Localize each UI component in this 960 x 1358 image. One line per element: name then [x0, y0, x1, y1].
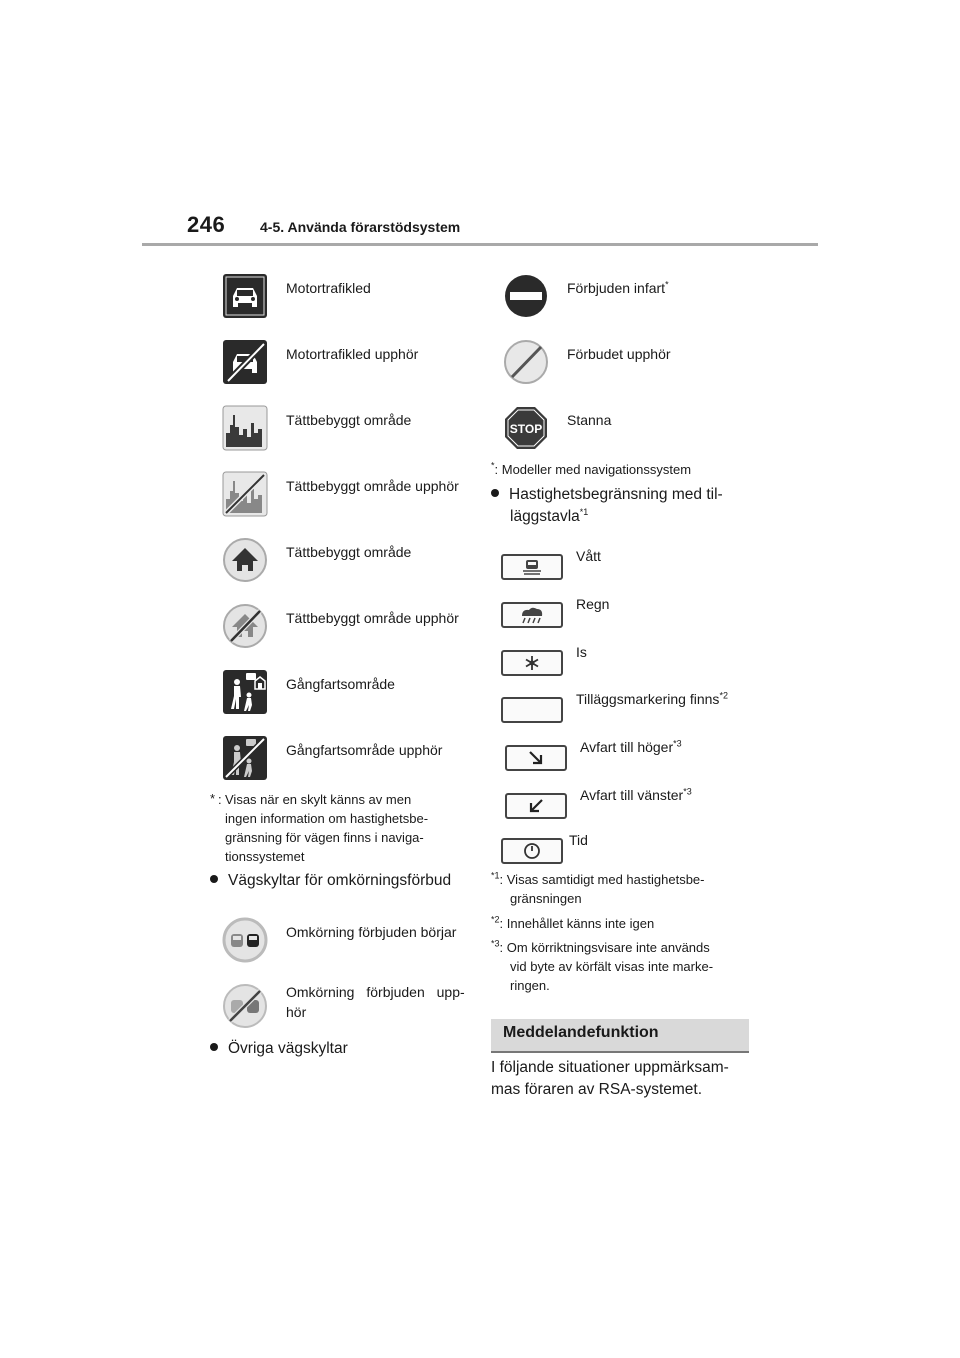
meddelande-heading: Meddelandefunktion	[503, 1024, 659, 1041]
footnote-marker: *	[210, 791, 216, 806]
rain-icon	[501, 602, 563, 628]
header-divider	[142, 243, 818, 246]
clock-icon	[501, 838, 563, 864]
plate-label: Tid	[569, 832, 588, 848]
overtaking-heading-text: Vägskyltar för omkörningsförbud	[228, 872, 452, 889]
sign-label: Tättbebyggt område	[286, 544, 412, 560]
motorway-end-icon	[222, 339, 268, 385]
page-number: 246	[187, 212, 226, 237]
no-entry-icon	[503, 273, 549, 319]
meddelande-line: mas föraren av RSA-systemet.	[491, 1081, 703, 1098]
sign-label: Omkörning förbjuden börjar	[286, 924, 457, 940]
speed-limit-heading	[491, 484, 723, 528]
footnote-1	[491, 870, 761, 908]
overtaking-heading	[210, 870, 451, 892]
meddelande-line: I följande situationer uppmärksam-	[491, 1059, 729, 1076]
sign-label	[286, 983, 465, 1021]
bullet-icon	[210, 1043, 218, 1051]
left-footnote-line: ingen information om hastighetsbe-	[225, 811, 429, 826]
sign-label: Motortrafikled upphör	[286, 346, 419, 362]
footnote-line: : Innehållet känns inte igen	[499, 916, 655, 931]
footnote-colon: :	[218, 792, 222, 807]
sign-label-line: Omkörning förbjuden upp-	[286, 984, 465, 1000]
stop-sign-icon	[503, 405, 549, 451]
blank-plate-icon	[501, 697, 563, 723]
stop-sign-text: STOP	[509, 422, 543, 436]
footnote-line: ringen.	[510, 978, 550, 993]
pedestrian-zone-icon	[222, 669, 268, 715]
left-footnote	[225, 790, 465, 866]
arrow-down-right-icon	[505, 745, 567, 771]
left-footnote-line: tionssystemet	[225, 849, 305, 864]
plate-label-text: Tilläggsmarkering finns	[576, 691, 720, 707]
bullet-icon	[210, 875, 218, 883]
plate-label	[580, 739, 682, 755]
end-of-restriction-icon	[503, 339, 549, 385]
plate-label: Vått	[576, 548, 601, 564]
sign-label-line: hör	[286, 1004, 307, 1020]
footnote-line: vid byte av körfält visas inte marke-	[510, 959, 714, 974]
meddelande-heading-box	[491, 1019, 749, 1053]
left-footnote-line: Visas när en skylt känns av men	[225, 792, 412, 807]
footnote-marker: *2	[491, 914, 500, 925]
plate-label-text: Avfart till höger	[580, 739, 674, 755]
footnote-line: gränsningen	[510, 891, 582, 906]
footnote-line: : Visas samtidigt med hastighetsbe-	[499, 872, 705, 887]
sign-label: Motortrafikled	[286, 280, 371, 296]
sign-label: Gångfartsområde upphör	[286, 742, 443, 758]
no-overtaking-icon	[222, 917, 268, 963]
sign-label: Tättbebyggt område upphör	[286, 478, 459, 494]
snowflake-icon	[501, 650, 563, 676]
sign-label: Gångfartsområde	[286, 676, 395, 692]
superscript-marker: *2	[719, 690, 728, 701]
built-up-area-icon	[222, 537, 268, 583]
section-title: 4-5. Använda förarstödsystem	[260, 219, 461, 235]
city-end-icon	[222, 471, 268, 517]
built-up-area-end-icon	[222, 603, 268, 649]
superscript-marker: *3	[683, 786, 692, 797]
sign-label: Tättbebyggt område	[286, 412, 412, 428]
plate-label: Regn	[576, 596, 610, 612]
pedestrian-zone-end-icon	[222, 735, 268, 781]
motorway-icon	[222, 273, 268, 319]
footnote-marker: *	[491, 460, 495, 471]
sign-label: Förbudet upphör	[567, 346, 671, 362]
right-footnote-text: : Modeller med navigationssystem	[494, 462, 692, 477]
wet-road-icon	[501, 554, 563, 580]
arrow-down-left-icon	[505, 793, 567, 819]
footnote-marker: *3	[491, 938, 500, 949]
sign-label-text: Förbjuden infart	[567, 280, 666, 296]
right-footnote	[491, 460, 691, 479]
footnote-3	[491, 938, 761, 995]
sign-label: Stanna	[567, 412, 612, 428]
city-icon	[222, 405, 268, 451]
left-footnote-line: gränsning för vägen finns i naviga-	[225, 830, 424, 845]
no-overtaking-end-icon	[222, 983, 268, 1029]
superscript-marker: *3	[673, 738, 682, 749]
plate-label: Is	[576, 644, 587, 660]
footnote-line: : Om körriktningsvisare inte används	[499, 940, 710, 955]
footnote-2	[491, 914, 761, 933]
superscript-marker: *	[665, 279, 669, 290]
bullet-icon	[491, 489, 499, 497]
meddelande-body	[491, 1057, 729, 1101]
sign-label	[567, 279, 669, 297]
other-signs-heading-text: Övriga vägskyltar	[228, 1040, 348, 1057]
superscript-marker: *1	[579, 506, 589, 517]
other-signs-heading	[210, 1038, 348, 1060]
plate-label-text: Avfart till vänster	[580, 787, 684, 803]
plate-label	[580, 787, 692, 803]
plate-label	[576, 691, 728, 707]
sign-label: Tättbebyggt område upphör	[286, 610, 459, 626]
speed-limit-heading-line: Hastighetsbegränsning med til-	[509, 486, 723, 503]
footnote-marker: *1	[491, 870, 500, 881]
speed-limit-heading-line: läggstavla	[510, 508, 580, 525]
